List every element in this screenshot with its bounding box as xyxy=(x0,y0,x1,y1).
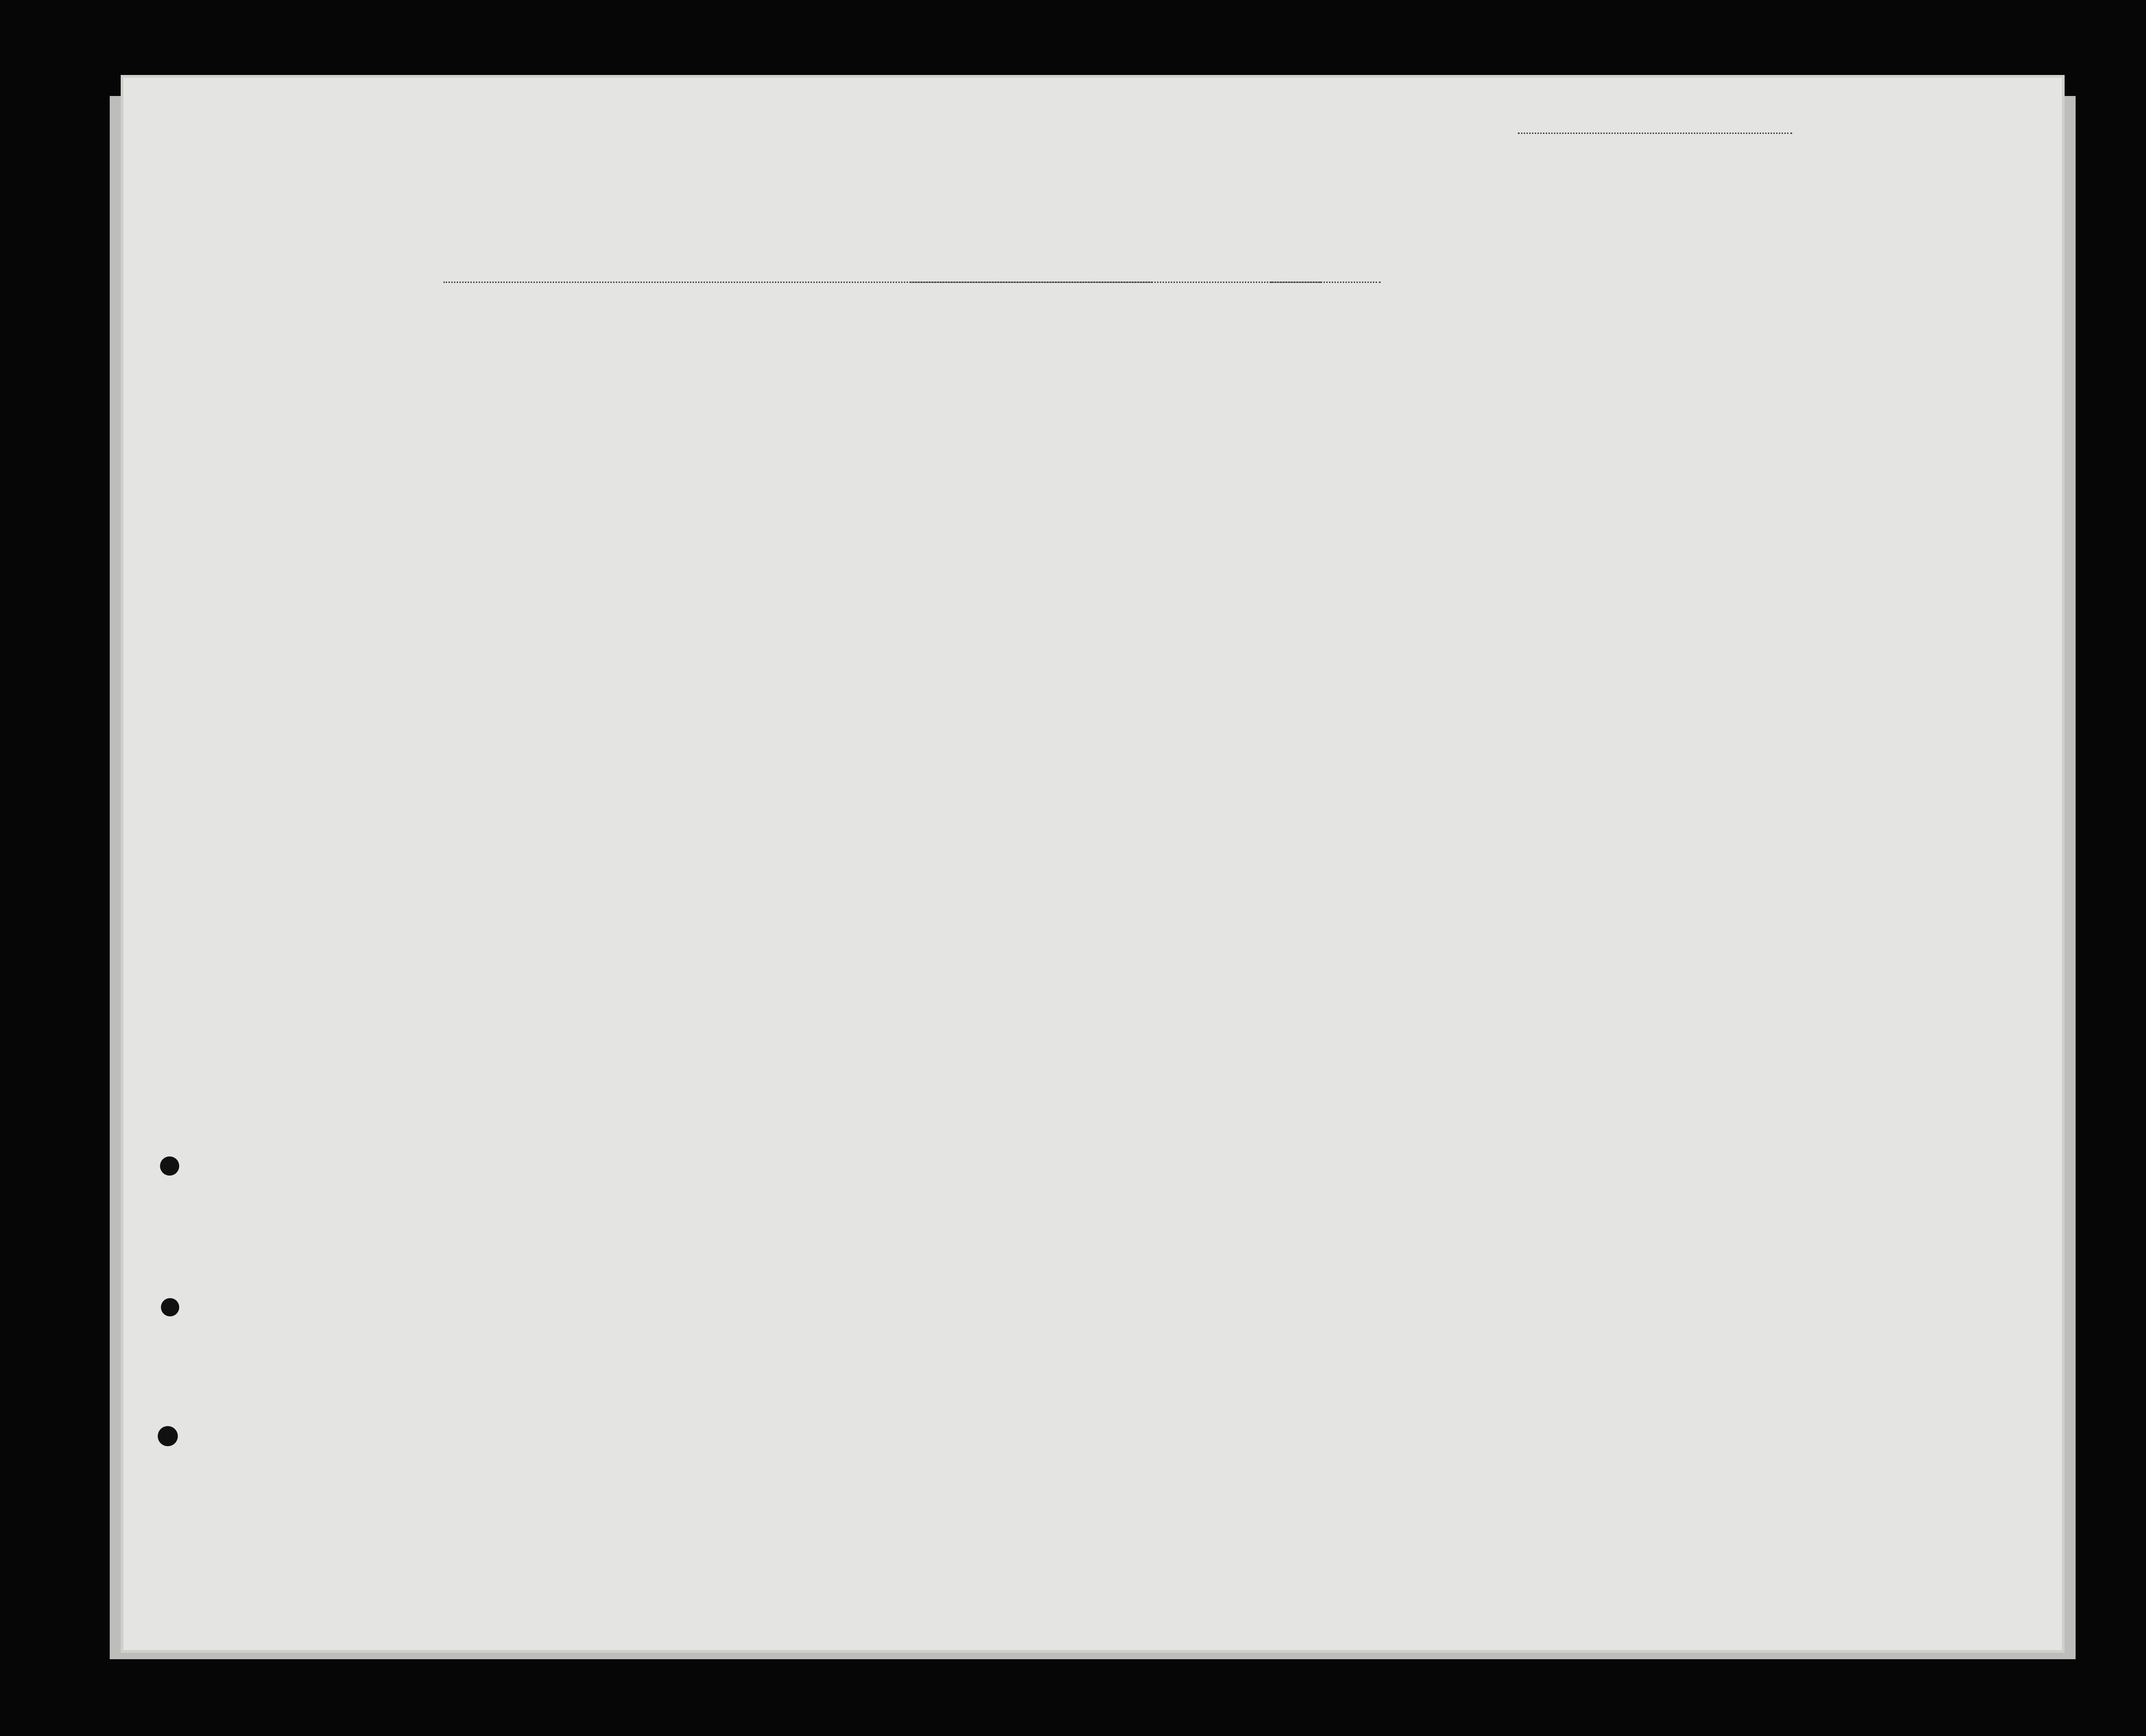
binder-hole xyxy=(160,1156,179,1176)
manifest-sheet xyxy=(123,78,2062,1650)
list-dotted-line xyxy=(1518,133,1792,134)
binder-hole xyxy=(158,1426,178,1446)
binder-hole xyxy=(161,1298,179,1316)
year-dotted-line xyxy=(1271,282,1381,283)
date-dotted-line xyxy=(910,282,1321,283)
